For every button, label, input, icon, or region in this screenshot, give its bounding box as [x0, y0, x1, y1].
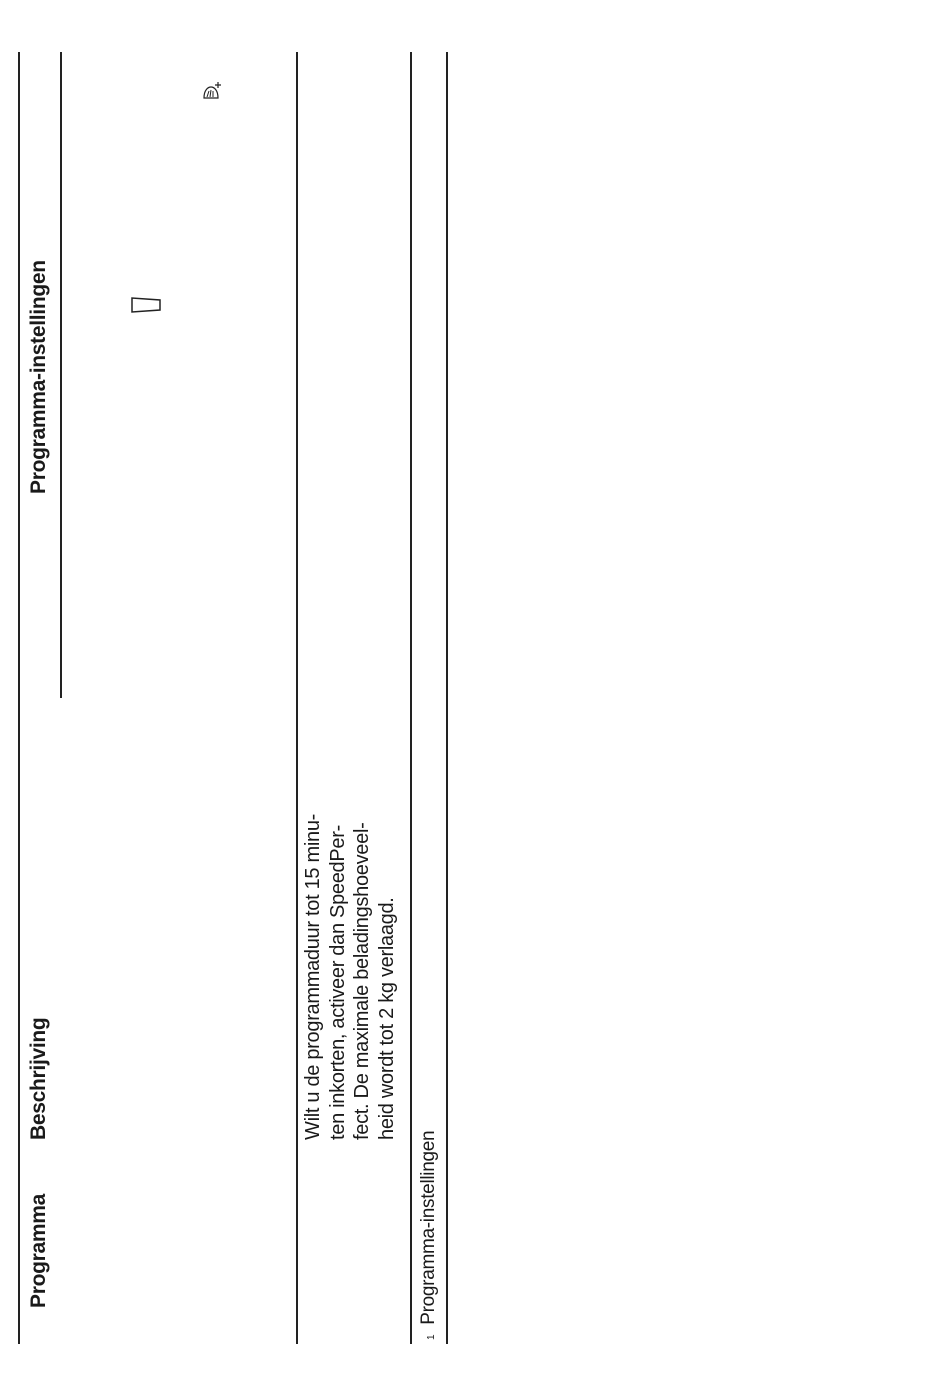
column-header-beschrijving: Beschrijving	[27, 1017, 50, 1140]
drum-icon	[130, 296, 162, 314]
table-bottom-rule	[410, 52, 412, 1344]
footnote-text: Programma-instellingen	[418, 1130, 439, 1325]
intensive-plus-icon	[200, 80, 224, 104]
footnote-bottom-rule	[446, 52, 448, 1344]
description-line: ten inkorten, activeer dan SpeedPer-	[326, 825, 349, 1140]
table-top-rule	[18, 52, 20, 1344]
footnote-marker: 1	[426, 1334, 437, 1340]
footnote	[418, 1131, 440, 1340]
description-line: heid wordt tot 2 kg verlaagd.	[375, 897, 398, 1140]
description-text	[301, 814, 399, 1140]
header-rule-left	[60, 52, 62, 698]
column-header-programma: Programma	[27, 1193, 50, 1308]
column-header-programma-instellingen: Programma-instellingen	[27, 260, 50, 494]
row-divider-rule	[296, 52, 298, 1344]
description-line: fect. De maximale beladingshoeveel-	[351, 822, 373, 1140]
description-line: Wilt u de programmaduur tot 15 minu-	[302, 813, 324, 1140]
